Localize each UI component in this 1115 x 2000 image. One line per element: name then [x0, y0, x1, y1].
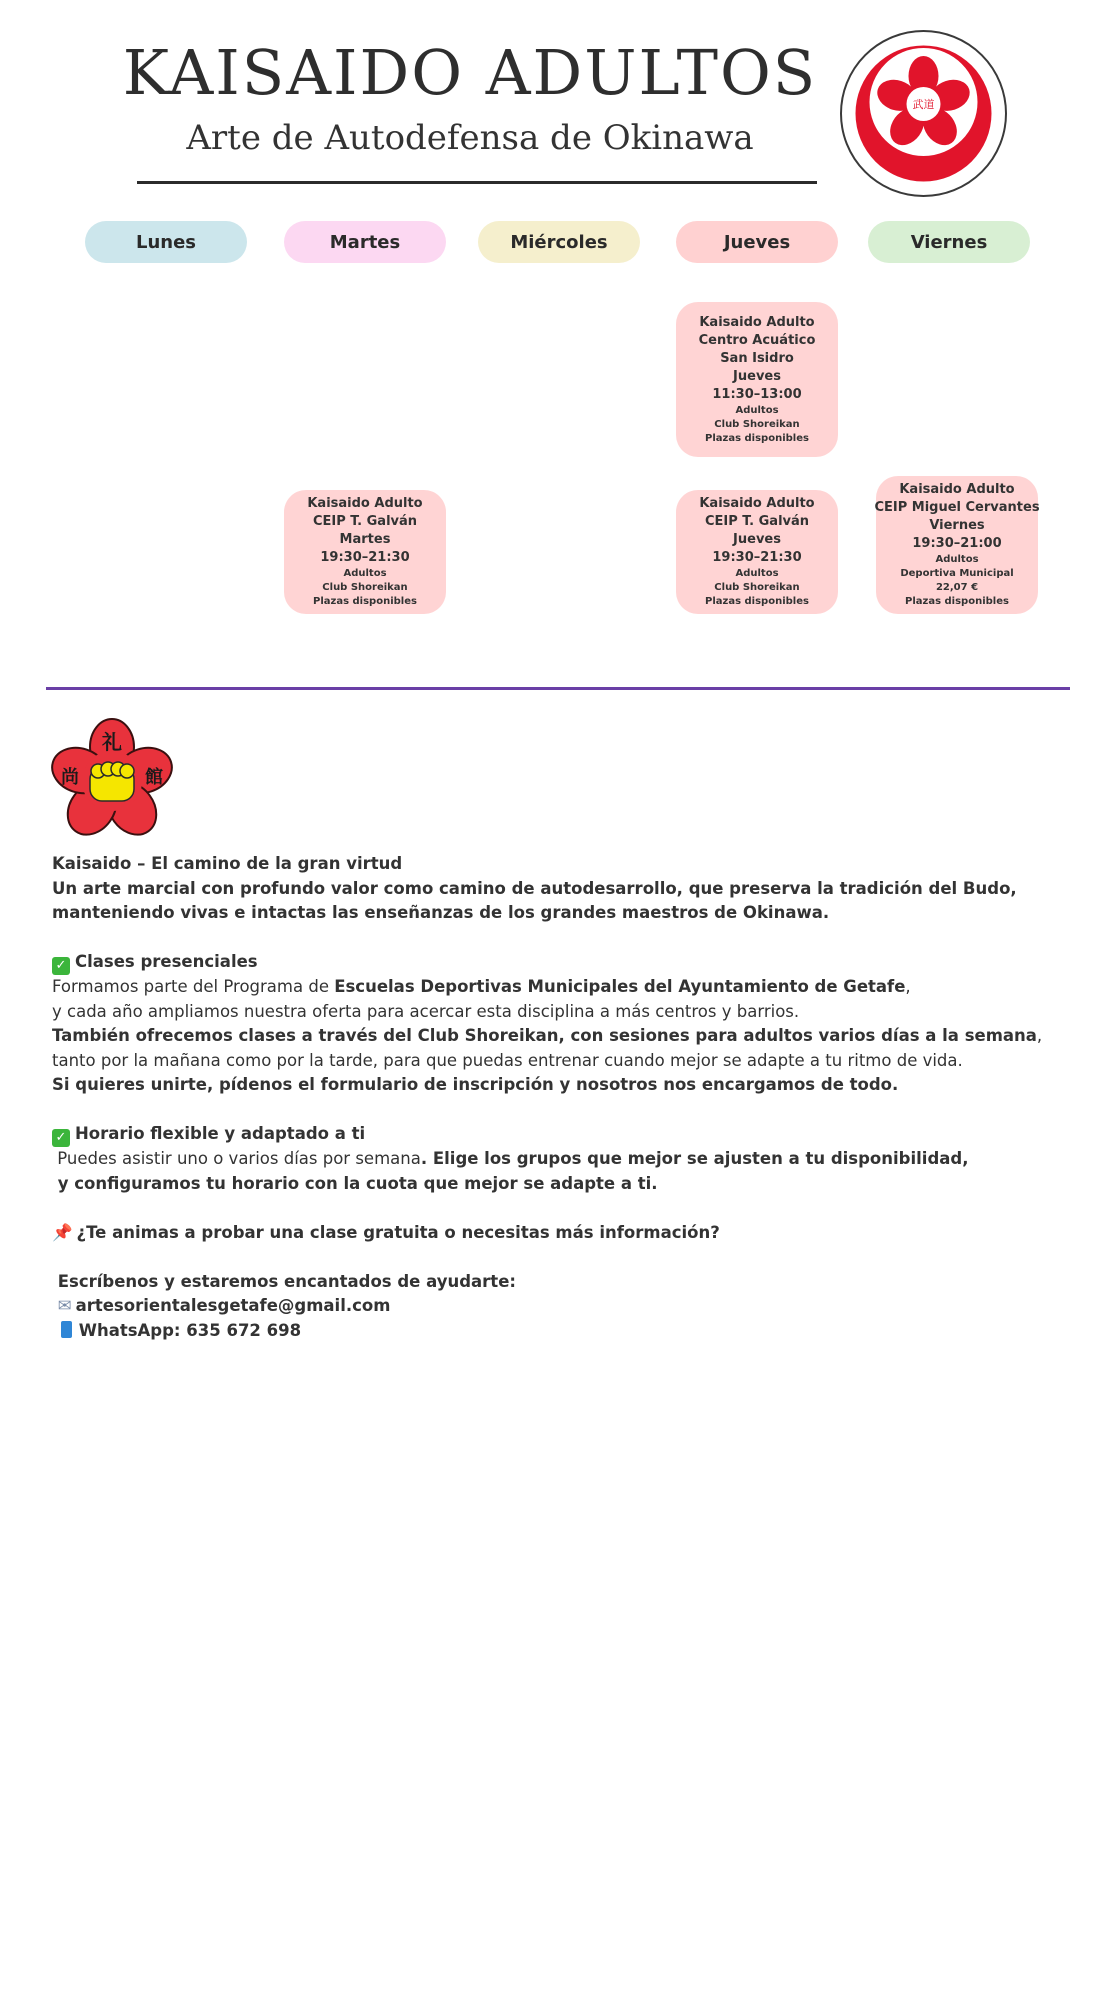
logo-glyph: 礼	[102, 730, 122, 754]
clases-text: ,	[905, 977, 911, 996]
envelope-icon: ✉	[57, 1296, 72, 1315]
day-header-miercoles	[478, 221, 640, 263]
mobile-phone-icon	[61, 1321, 72, 1338]
contact-whatsapp[interactable]: WhatsApp: 635 672 698	[78, 1320, 302, 1340]
horario-text: Puedes asistir uno o varios días por semana	[57, 1149, 421, 1168]
day-label: Martes	[329, 231, 401, 253]
info-heading: Kaisaido – El camino de la gran virtud	[52, 854, 403, 873]
card-title: Kaisaido Adulto	[699, 496, 815, 511]
clases-text-bold: Escuelas Deportivas Municipales del Ayuntamiento de Getafe	[334, 977, 906, 996]
logo-glyph: 館	[145, 767, 163, 788]
card-venue: CEIP Miguel Cervantes	[874, 500, 1040, 515]
card-club: Club Shoreikan	[322, 582, 408, 593]
card-availability: Plazas disponibles	[313, 596, 417, 607]
card-title: Kaisaido Adulto	[699, 314, 815, 330]
day-header-martes	[284, 221, 446, 263]
card-audience: Adultos	[935, 554, 979, 565]
logo-glyph: 尚	[61, 767, 79, 788]
clases-text: ,	[1036, 1026, 1043, 1045]
day-header-lunes	[85, 221, 247, 263]
info-intro-line: manteniendo vivas e intactas las enseñanzas de los grandes maestros de Okinawa.	[52, 903, 830, 922]
logo-glyph: 武道	[912, 98, 935, 111]
clases-text: Formamos parte del Programa de	[52, 977, 335, 996]
horario-text-bold: y configuramos tu horario con la cuota que mejor se adapte a ti.	[57, 1173, 658, 1193]
section-divider	[46, 687, 1070, 690]
card-time: 11:30–13:00	[712, 386, 802, 402]
day-label: Miércoles	[510, 231, 608, 253]
horario-heading: Horario flexible y adaptado a ti	[75, 1124, 366, 1143]
title-underline	[137, 181, 817, 184]
card-day: Viernes	[929, 518, 985, 533]
card-club: Club Shoreikan	[714, 582, 800, 593]
clases-text-bold: También ofrecemos clases a través del Club Shoreikan, con sesiones para adultos varios días a la semana	[52, 1026, 1037, 1045]
card-time: 19:30–21:00	[912, 536, 1002, 551]
contact-email[interactable]: artesorientalesgetafe@gmail.com	[75, 1296, 391, 1315]
card-day: Jueves	[733, 532, 781, 547]
day-header-viernes	[868, 221, 1030, 263]
clases-text: y cada año ampliamos nuestra oferta para acercar esta disciplina a más centros y barrios.	[52, 1001, 800, 1021]
card-day: Jueves	[733, 368, 781, 384]
card-audience: Adultos	[735, 404, 779, 416]
class-card-jueves-san-isidro[interactable]	[676, 302, 838, 457]
day-label: Viernes	[910, 231, 988, 253]
card-audience: Adultos	[735, 568, 779, 579]
card-day: Martes	[339, 532, 391, 547]
card-title: Kaisaido Adulto	[899, 482, 1015, 497]
info-intro-line: Un arte marcial con profundo valor como camino de autodesarrollo, que preserva la tradición del Budo,	[52, 878, 1017, 898]
horario-text-bold: . Elige los grupos que mejor se ajusten a tu disponibilidad,	[420, 1149, 969, 1168]
check-icon: ✓	[52, 1129, 70, 1147]
card-availability: Plazas disponibles	[905, 596, 1009, 607]
card-price: 22,07 €	[935, 582, 979, 593]
day-label: Lunes	[135, 231, 197, 253]
class-card-martes-galvan[interactable]	[284, 490, 446, 614]
page-title: KAISAIDO ADULTOS	[122, 36, 818, 109]
day-label: Jueves	[723, 231, 791, 253]
page-subtitle: Arte de Autodefensa de Okinawa	[186, 118, 754, 158]
card-club: Deportiva Municipal	[900, 568, 1014, 579]
shoreikan-fist-logo-icon	[48, 715, 176, 843]
sakura-crest-icon	[842, 32, 1005, 195]
card-club: Club Shoreikan	[714, 418, 800, 430]
card-venue: San Isidro	[720, 350, 794, 366]
info-section	[52, 852, 1052, 1343]
check-icon: ✓	[52, 957, 70, 975]
card-availability: Plazas disponibles	[705, 432, 809, 444]
card-time: 19:30–21:30	[320, 550, 410, 565]
class-card-viernes-cervantes[interactable]	[876, 476, 1038, 614]
pushpin-icon: 📌	[52, 1222, 73, 1242]
clases-text-bold: Si quieres unirte, pídenos el formulario de inscripción y nosotros nos encargamos de todo.	[52, 1075, 899, 1094]
card-title: Kaisaido Adulto	[307, 496, 423, 511]
class-card-jueves-galvan[interactable]	[676, 490, 838, 614]
day-header-jueves	[676, 221, 838, 263]
card-venue: CEIP T. Galván	[704, 514, 810, 529]
clases-heading: Clases presenciales	[75, 952, 258, 971]
cta-text: ¿Te animas a probar una clase gratuita o necesitas más información?	[76, 1222, 720, 1242]
contact-intro: Escríbenos y estaremos encantados de ayudarte:	[57, 1271, 516, 1291]
card-availability: Plazas disponibles	[705, 596, 809, 607]
clases-text: tanto por la mañana como por la tarde, para que puedas entrenar cuando mejor se adapte a tu ritmo de vida.	[52, 1050, 963, 1070]
logo-frame	[840, 30, 1007, 197]
card-venue: Centro Acuático	[698, 332, 816, 348]
card-venue: CEIP T. Galván	[312, 514, 418, 529]
card-audience: Adultos	[343, 568, 387, 579]
card-time: 19:30–21:30	[712, 550, 802, 565]
